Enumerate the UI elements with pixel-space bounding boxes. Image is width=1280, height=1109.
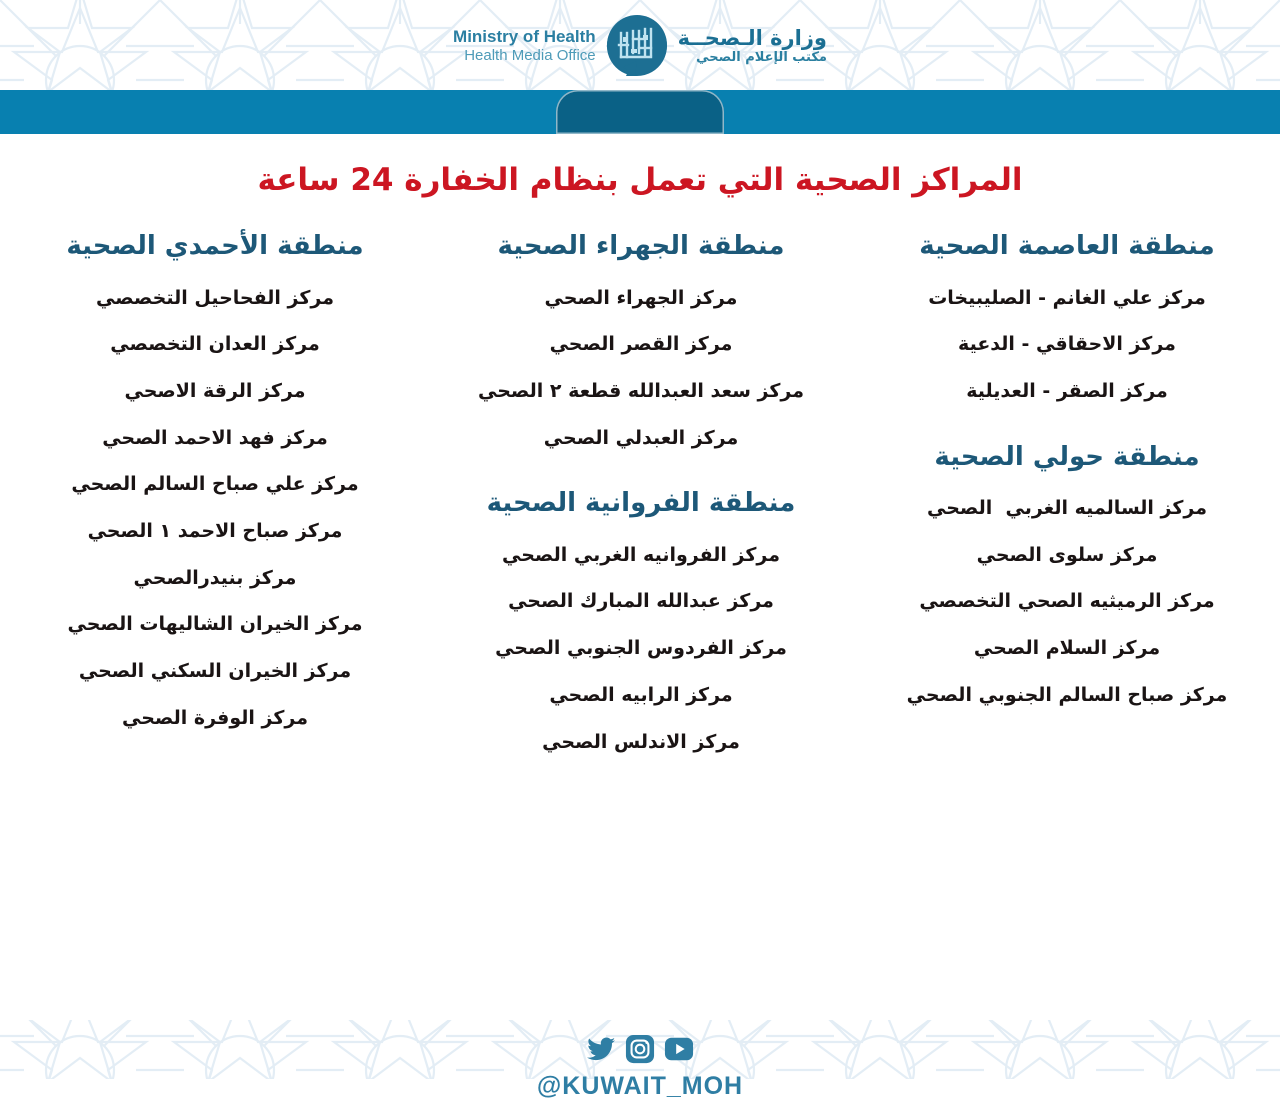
center-item: مركز سلوى الصحي: [976, 543, 1158, 566]
center-item: مركز الفروانيه الغربي الصحي: [501, 543, 780, 566]
region-heading-ahmadi: منطقة الأحمدي الصحية: [66, 231, 364, 261]
region-heading-jahra: منطقة الجهراء الصحية: [497, 231, 785, 261]
brand-lockup: [0, 16, 1280, 76]
page-header: [0, 0, 1280, 90]
brand-arabic-title: وزارة الـصحــة: [677, 26, 827, 51]
center-item: مركز عبدالله المبارك الصحي: [508, 590, 774, 613]
center-item: مركز فهد الاحمد الصحي: [102, 426, 328, 449]
center-item: مركز الرقة الاصحي: [124, 379, 306, 402]
page-title: المراكز الصحية التي تعمل بنظام الخفارة 24 ساعة: [257, 162, 1023, 198]
center-item: مركز سعد العبدالله قطعة ٢ الصحي: [477, 379, 805, 402]
region-heading-capital: منطقة العاصمة الصحية: [919, 231, 1215, 261]
youtube-icon[interactable]: [664, 1034, 694, 1064]
center-item: مركز صباح الاحمد ١ الصحي: [87, 519, 343, 542]
social-handle: @KUWAIT_MOH: [536, 1072, 744, 1100]
center-item: مركز الاحقاقي - الدعية: [958, 333, 1176, 356]
center-item: مركز الفحاحيل التخصصي: [95, 286, 334, 309]
center-item: مركز الرميثيه الصحي التخصصي: [919, 590, 1215, 613]
instagram-icon[interactable]: [625, 1034, 655, 1064]
center-item: مركز السالميه الغربي الصحي: [926, 497, 1207, 520]
center-item: مركز الخيران السكني الصحي: [78, 660, 352, 682]
brand-english-title: Ministry of Health: [453, 26, 596, 46]
brand-arabic-subtitle: مكتب الإعلام الصحي: [696, 49, 827, 65]
column-ahmadi: [2, 230, 428, 765]
center-item: مركز السلام الصحي: [973, 637, 1161, 660]
center-item: مركز الجهراء الصحي: [544, 286, 738, 309]
page-footer: [0, 1020, 1280, 1109]
center-item: مركز بنيدرالصحي: [133, 566, 297, 589]
region-heading-hawalli: منطقة حولي الصحية: [934, 441, 1200, 472]
center-item: مركز الفردوس الجنوبي الصحي: [495, 637, 787, 660]
moh-logo-icon: [606, 15, 668, 77]
twitter-icon[interactable]: [586, 1034, 616, 1064]
blue-banner-strip: [0, 90, 1280, 134]
center-item: مركز العدان التخصصي: [110, 333, 320, 356]
brand-english-text: [453, 27, 596, 65]
center-item: مركز علي صباح السالم الصحي: [71, 473, 359, 496]
center-item: مركز القصر الصحي: [549, 333, 733, 356]
brand-english-subtitle: Health Media Office: [464, 47, 596, 65]
region-heading-farwaniya: منطقة الفروانية الصحية: [486, 488, 796, 519]
main-content: [0, 134, 1280, 1020]
regions-columns: [0, 230, 1280, 765]
center-item: مركز علي الغانم - الصليبيخات: [928, 286, 1206, 309]
column-jahra-farwaniya: [428, 230, 854, 765]
center-item: مركز صباح السالم الجنوبي الصحي: [906, 683, 1228, 706]
center-item: مركز الصقر - العديلية: [966, 379, 1168, 402]
brand-arabic-text: [678, 26, 827, 65]
center-item: مركز الخيران الشاليهات الصحي: [67, 613, 363, 636]
column-capital-hawalli: [854, 230, 1280, 765]
social-icons-row: [0, 1034, 1280, 1064]
center-item: مركز العبدلي الصحي: [543, 426, 739, 449]
center-item: مركز الاندلس الصحي: [542, 730, 740, 753]
center-item: مركز الوفرة الصحي: [121, 706, 308, 729]
center-item: مركز الرابيه الصحي: [549, 683, 733, 706]
banner-center-tab: [556, 90, 724, 134]
